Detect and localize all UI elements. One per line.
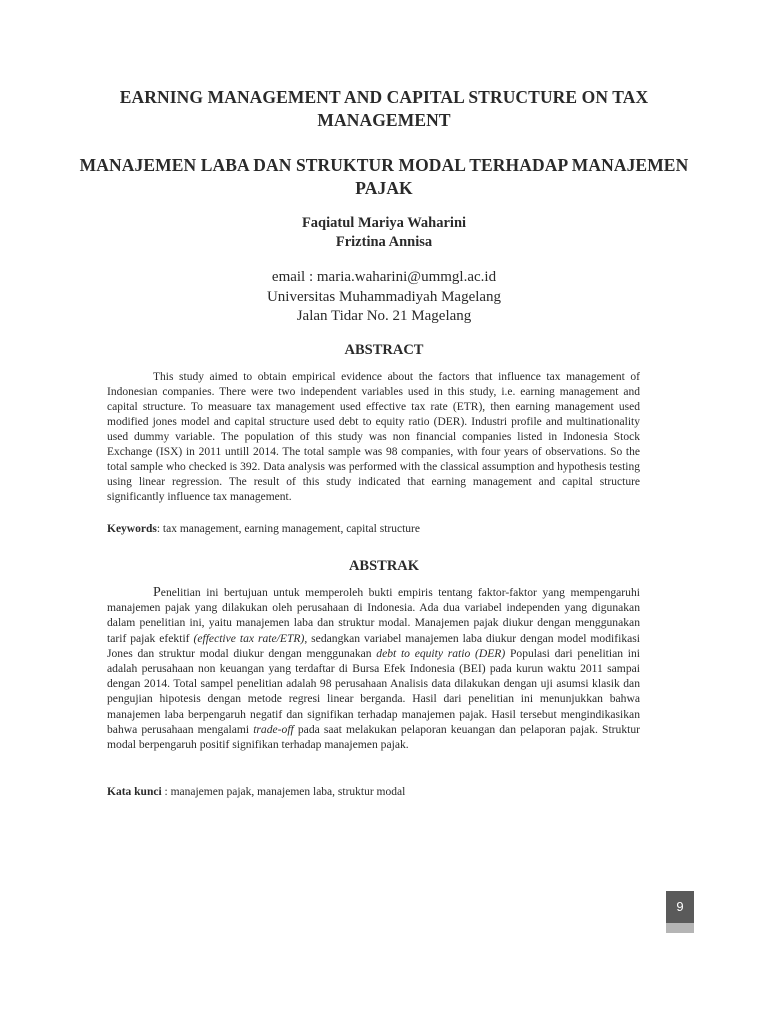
- indonesian-title: [60, 154, 708, 200]
- abstrak-text-part: Populasi dari penelitian ini adalah perusahaan non keuangan yang terdaftar di Bursa Efek Indonesia (BEI) pada kurun waktu 2011 sampai dengan 2014. Total sampel penelitian adalah 98 perusahaan Analisis data dilakukan dengan uji asumsi klasik dan pengujian hipotesis dengan metode regresi linear berganda. Hasil dari penelitian ini menunjukkan bahwa manajemen laba berpengaruh negatif dan signifikan terhadap manajemen pajak. Hasil tersebut mengindikasikan bahwa perusahaan mengalami: [107, 646, 640, 736]
- institution-address: Jalan Tidar No. 21 Magelang: [296, 308, 472, 324]
- abstrak-text-part: pada saat melakukan pelaporan keuangan dan pelaporan pajak. Struktur modal berpengaruh positif signifikan terhadap manajemen pajak.: [107, 722, 640, 752]
- author-email: email : maria.waharini@ummgl.ac.id: [271, 269, 497, 285]
- english-title-line-1: EARNING MANAGEMENT AND CAPITAL STRUCTURE ON TAX: [119, 87, 649, 107]
- kata-kunci-line: [107, 785, 640, 800]
- abstract-heading: ABSTRACT: [344, 342, 424, 358]
- keywords-text: : tax management, earning management, capital structure: [156, 523, 420, 535]
- abstrak-italic-term: (effective tax rate/ETR): [193, 631, 305, 645]
- indonesian-title-line-1: MANAJEMEN LABA DAN STRUKTUR MODAL TERHADAP MANAJEMEN: [79, 155, 689, 175]
- abstrak-italic-term: trade-off: [253, 722, 294, 736]
- abstrak-dropcap: P: [153, 585, 161, 600]
- english-title-line-2: MANAGEMENT: [317, 110, 451, 130]
- indonesian-title-line-2: PAJAK: [355, 178, 413, 198]
- institution-name: Universitas Muhammadiyah Magelang: [266, 288, 502, 305]
- kata-kunci-label: Kata kunci: [107, 786, 162, 798]
- english-title: [60, 86, 708, 132]
- author-name: Friztina Annisa: [335, 234, 433, 250]
- author-list: [0, 214, 768, 252]
- abstrak-text-part: enelitian ini bertujuan untuk memperoleh bukti empiris tentang faktor-faktor yang mempengaruhi manajemen pajak yang dilakukan oleh perusahaan di Indonesia. Ada dua variabel independen yang digunakan dalam penelitian ini, yaitu manajemen laba dan struktur modal. Manajemen pajak diukur dengan menggunakan tarif pajak efektif: [107, 586, 640, 645]
- keywords-line: [107, 522, 640, 537]
- affiliation-block: [0, 268, 768, 327]
- abstract-paragraph: This study aimed to obtain empirical evidence about the factors that influence tax management of Indonesian companies. There were two independent variables used in this study, i.e. earning management and capital structure. To measuare tax management used effective tax rate (ETR), then earning management used modified jones model and capital structure used debt to equity ratio (DER). Industri profile and multinationality used dummy variable. The population of this study was non financial companies listed in Indonesia Stock Exchange (ISX) in 2011 untill 2014. The total sample was 98 companies, with four years of observations. So the total sample who checked is 392. Data analysis was performed with the classical assumption and hypothesis testing using linear regression. The result of this study indicated that earning management and capital structure significantly influence tax management.: [107, 371, 640, 503]
- page-number: 9: [666, 891, 694, 923]
- abstrak-italic-term: debt to equity ratio (DER): [376, 646, 506, 660]
- abstrak-text-part: , sedangkan variabel manajemen laba diukur dengan model modifikasi Jones dan struktur modal diukur dengan menggunakan: [107, 631, 641, 660]
- kata-kunci-text: : manajemen pajak, manajemen laba, struktur modal: [164, 786, 406, 798]
- keywords-label: Keywords: [107, 523, 157, 535]
- page-number-accent-bar: [666, 923, 694, 933]
- abstrak-heading: ABSTRAK: [348, 558, 420, 574]
- abstrak-paragraph: [107, 585, 640, 752]
- author-name: Faqiatul Mariya Waharini: [301, 215, 467, 231]
